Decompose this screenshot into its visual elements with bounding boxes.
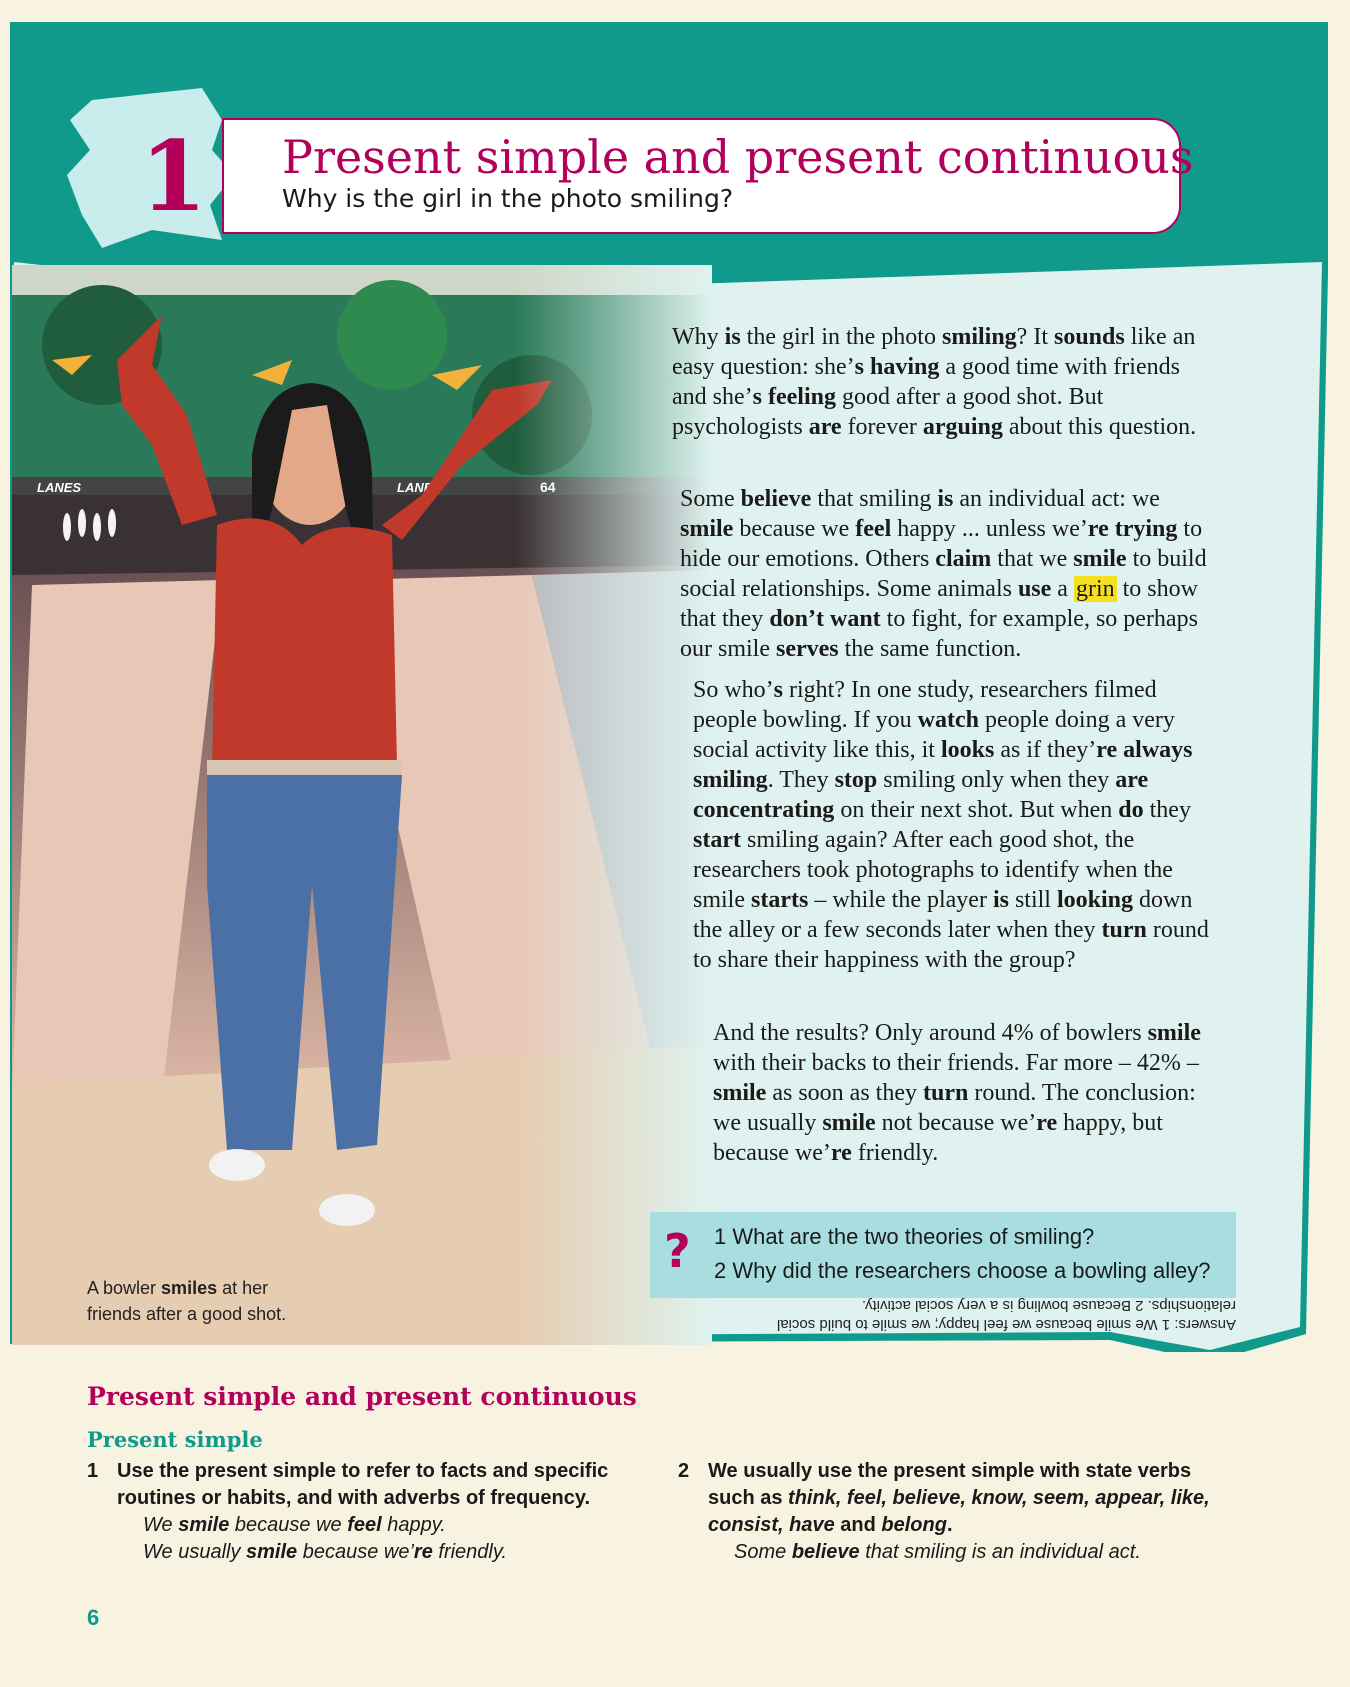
caption-bold-word: smiles [161,1278,218,1298]
article-paragraph-2: Some believe that smiling is an individual act: we smile because we feel happy ... unless we’re trying to hide our emotions. Others claim that we smile to build social relationships. Some animals use a grin to show that they don’t want to fight, for example, so perhaps our smile serves the same function. [680,486,1207,662]
article-paragraph-1: Why is the girl in the photo smiling? It sounds like an easy question: she’s having a good time with friends and she’s feeling good after a good shot. But psychologists are forever arguing about this question. [672,324,1197,440]
page-number: 6 [87,1605,100,1630]
article-paragraph-3: So who’s right? In one study, researchers filmed people bowling. If you watch people doing a very social activity like this, it looks as if they’re always smiling. They stop smiling only when they are concentrating on their next shot. But when do they start smiling again? After each good shot, the researchers took photographs to identify when the smile starts – while the player is still looking down the alley or a few seconds later when they turn round to share their happiness with the group? [693,677,1209,973]
article-paragraph-4: And the results? Only around 4% of bowlers smile with their backs to their friends. Far more – 42% – smile as soon as they turn round. The conclusion: we usually smile not because we’re happy, but because we’re friendly. [713,1020,1201,1166]
chapter-number: 1 [140,120,207,233]
grammar-section-title: Present simple and present continuous [87,1382,637,1411]
rule-2-example: Some believe that smiling is an individual act. [734,1541,1141,1563]
question-1: 1 What are the two theories of smiling? [714,1224,1095,1249]
upside-down-answers: Answers: 1 We smile because we feel happy; we smile to build social relationships. 2 Because bowling is a very social activity. [776,1297,1236,1333]
chapter-subtitle: Why is the girl in the photo smiling? [282,184,734,213]
caption-text-end: at her [217,1278,269,1298]
rule-2-number: 2 [678,1460,690,1482]
rule-1-number: 1 [87,1460,99,1482]
rule-2-text: We usually use the present simple with state verbs such as think, feel, believe, know, seem, appear, like, consist, have and belong. [708,1460,1210,1536]
question-2: 2 Why did the researchers choose a bowling alley? [714,1258,1211,1283]
rule-1-example-2: We usually smile because we’re friendly. [143,1541,507,1563]
highlighted-word-grin: grin [1075,576,1115,602]
questions-box [650,1212,1236,1298]
rule-2-intro: We usually use the present simple with state verbs such as [708,1460,1192,1509]
question-mark-icon: ? [664,1224,691,1278]
rule-2-verbs: think, feel, believe, know, seem, appear, like, consist, have [708,1487,1210,1536]
grammar-rule-2 [678,1458,1238,1566]
photo-caption [87,1275,286,1327]
rule-1-text: Use the present simple to refer to facts and specific routines or habits, and with adverbs of frequency. [117,1460,609,1509]
caption-text-start: A bowler [87,1278,162,1298]
rule-1-example-1: We smile because we feel happy. [143,1514,446,1536]
caption-line-2: friends after a good shot. [87,1304,287,1324]
chapter-title: Present simple and present continuous [282,130,1194,184]
rule-2-and: and [834,1514,882,1536]
title-banner [222,118,1194,234]
rule-2-last-verb: belong [881,1514,947,1536]
bowling-photo [12,265,712,1345]
grammar-rule-1 [87,1458,627,1566]
grammar-subsection-title: Present simple [87,1427,263,1452]
